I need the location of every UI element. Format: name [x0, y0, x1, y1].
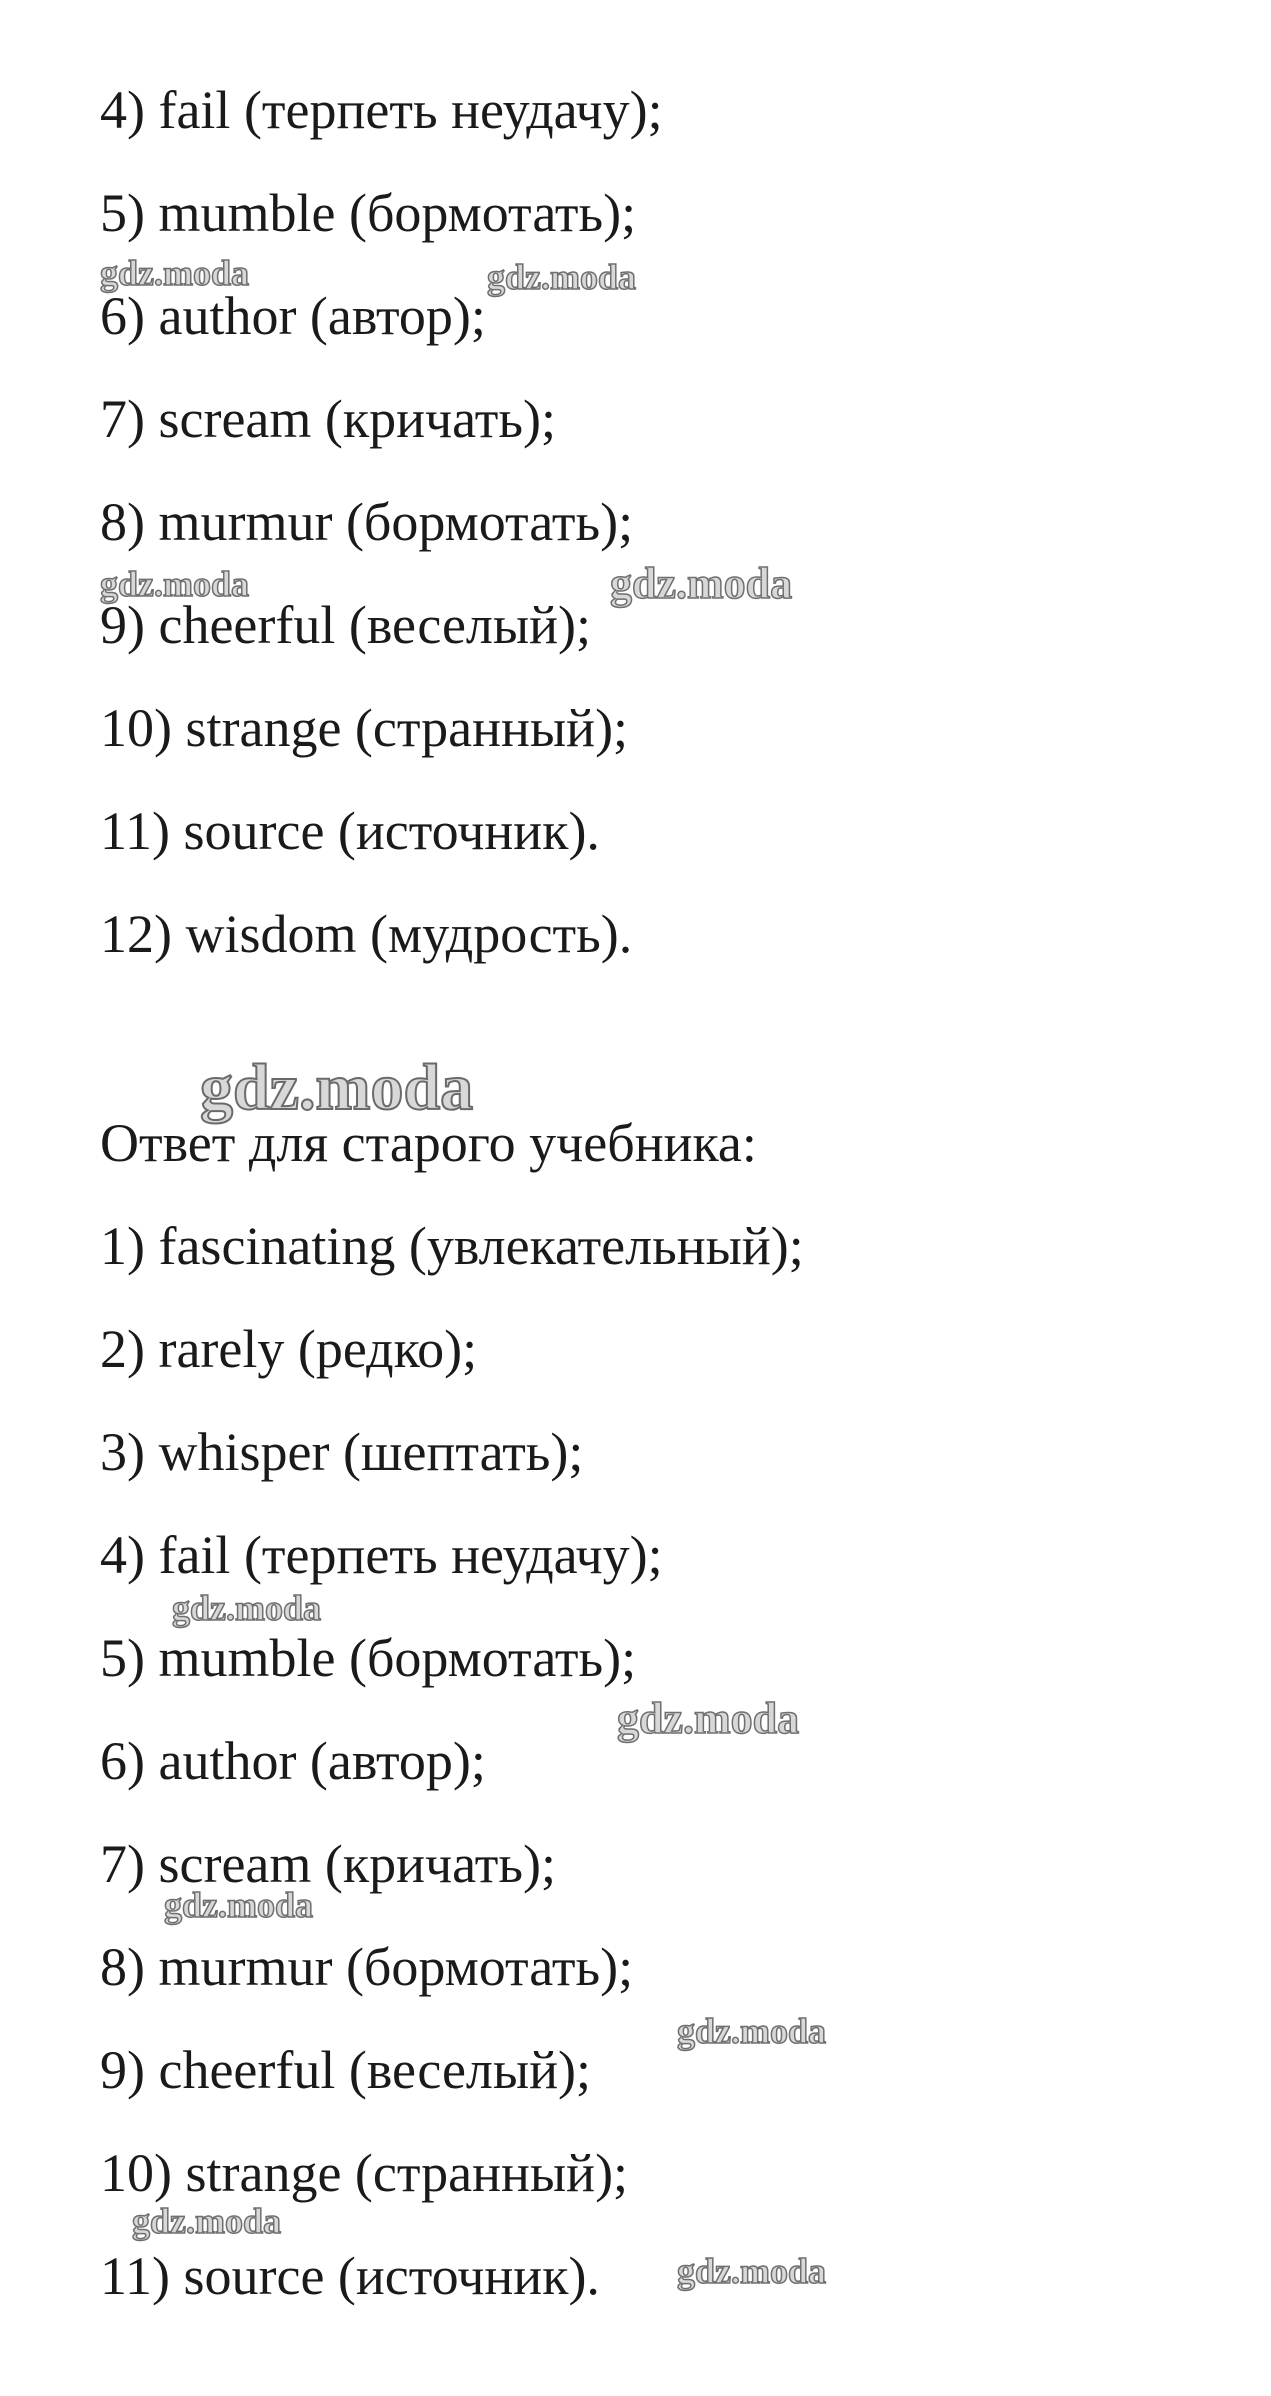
- answer-line: 1) fascinating (увлекательный);: [100, 1216, 804, 1276]
- answer-line: 10) strange (странный);: [100, 2143, 629, 2203]
- answer-line: 5) mumble (бормотать);: [100, 183, 637, 243]
- watermark: gdz.moda: [132, 2201, 282, 2241]
- answer-line: 11) source (источник).: [100, 801, 600, 861]
- answer-line: 10) strange (странный);: [100, 698, 629, 758]
- watermark: gdz.moda: [677, 2011, 827, 2051]
- answer-line: 2) rarely (редко);: [100, 1319, 478, 1379]
- watermark: gdz.moda: [100, 564, 250, 604]
- watermark: gdz.moda: [100, 253, 250, 293]
- answer-line: 9) cheerful (веселый);: [100, 2040, 592, 2100]
- answer-line: 6) author (автор);: [100, 1731, 486, 1791]
- watermark: gdz.moda: [172, 1588, 322, 1628]
- answer-line: 7) scream (кричать);: [100, 389, 556, 449]
- watermark: gdz.moda: [617, 1694, 800, 1743]
- answer-line: 9) cheerful (веселый);: [100, 595, 592, 655]
- answer-line: 3) whisper (шептать);: [100, 1422, 584, 1482]
- watermark: gdz.moda: [164, 1885, 314, 1925]
- answer-line: 8) murmur (бормотать);: [100, 1937, 634, 1997]
- answer-line: 5) mumble (бормотать);: [100, 1628, 637, 1688]
- watermark: gdz.moda: [610, 559, 793, 608]
- answer-line: 4) fail (терпеть неудачу);: [100, 1525, 663, 1585]
- answer-line: 6) author (автор);: [100, 286, 486, 346]
- answer-line: 12) wisdom (мудрость).: [100, 904, 633, 964]
- watermark: gdz.moda: [487, 257, 637, 297]
- answer-line: 4) fail (терпеть неудачу);: [100, 80, 663, 140]
- answer-line: 7) scream (кричать);: [100, 1834, 556, 1894]
- section-heading: Ответ для старого учебника:: [100, 1113, 757, 1173]
- watermark: gdz.moda: [677, 2251, 827, 2291]
- watermark: gdz.moda: [200, 1051, 474, 1124]
- answer-line: 8) murmur (бормотать);: [100, 492, 634, 552]
- answer-line: 11) source (источник).: [100, 2246, 600, 2306]
